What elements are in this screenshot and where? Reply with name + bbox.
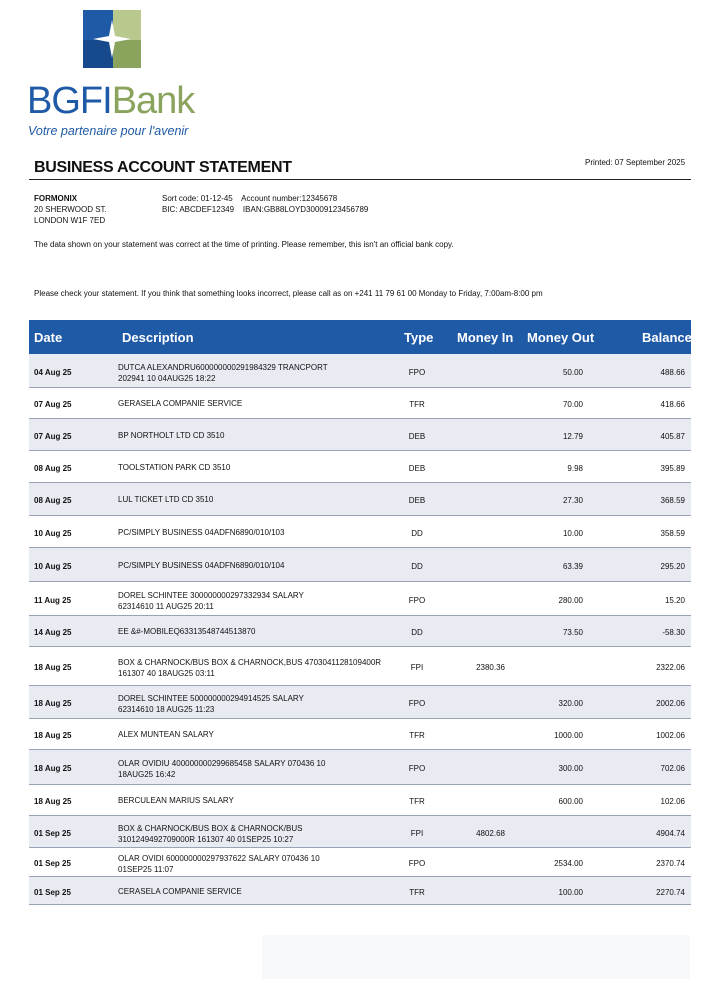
company-name: FORMONIX — [34, 194, 78, 203]
cell-balance: 358.59 — [660, 529, 685, 538]
cell-description — [118, 626, 255, 637]
cell-money-out: 280.00 — [558, 596, 583, 605]
table-row — [29, 548, 691, 582]
table-row — [29, 848, 691, 877]
cell-money-out: 73.50 — [562, 628, 583, 637]
cell-balance: 295.20 — [660, 562, 685, 571]
header-balance: Balance — [642, 330, 692, 345]
cell-money-out: 100.00 — [558, 888, 583, 897]
cell-balance: 368.59 — [660, 496, 685, 505]
table-row — [29, 616, 691, 647]
cell-money-out: 2534.00 — [554, 859, 583, 868]
cell-date: 04 Aug 25 — [34, 368, 72, 377]
table-row — [29, 516, 691, 548]
account-details — [162, 193, 368, 215]
description-line-2: 3101249492709000R 161307 40 01SEP25 10:27 — [118, 835, 294, 844]
table-row — [29, 582, 691, 616]
cell-type: FPI — [410, 829, 424, 838]
cell-money-out: 50.00 — [562, 368, 583, 377]
cell-type: FPO — [408, 368, 426, 377]
description-line-1: CERASELA COMPANIE SERVICE — [118, 887, 242, 896]
table-header — [29, 320, 691, 354]
table-row — [29, 483, 691, 516]
cell-description — [118, 527, 284, 538]
cell-money-out: 10.00 — [562, 529, 583, 538]
cell-type: TFR — [409, 731, 425, 740]
cell-date: 18 Aug 25 — [34, 764, 72, 773]
cell-date: 18 Aug 25 — [34, 699, 72, 708]
cell-description — [118, 795, 234, 806]
cell-date: 07 Aug 25 — [34, 432, 72, 441]
cell-money-out: 1000.00 — [554, 731, 583, 740]
cell-balance: 102.06 — [660, 797, 685, 806]
cell-money-out: 12.79 — [562, 432, 583, 441]
description-line-1: OLAR OVIDI 600000000297937622 SALARY 070436 10 — [118, 854, 320, 863]
cell-balance: 488.66 — [660, 368, 685, 377]
cell-description — [118, 693, 304, 715]
bank-logo-wordmark: BGFIBank — [27, 80, 195, 122]
cell-description — [118, 758, 325, 780]
address-line-1: 20 SHERWOOD ST. — [34, 205, 107, 214]
cell-date: 18 Aug 25 — [34, 797, 72, 806]
description-line-1: DOREL SCHINTEE 300000000297332934 SALARY — [118, 591, 304, 600]
cell-type: FPO — [408, 596, 426, 605]
cell-date: 14 Aug 25 — [34, 628, 72, 637]
description-line-1: PC/SIMPLY BUSINESS 04ADFN6890/010/103 — [118, 528, 285, 537]
cell-type: FPI — [410, 663, 424, 672]
cell-date: 10 Aug 25 — [34, 529, 72, 538]
cell-date: 08 Aug 25 — [34, 464, 72, 473]
data-notice: The data shown on your statement was correct at the time of printing. Please remember, this isn't an official bank copy. — [34, 240, 454, 249]
cell-date: 18 Aug 25 — [34, 663, 72, 672]
description-line-1: BERCULEAN MARIUS SALARY — [118, 796, 234, 805]
description-line-1: LUL TICKET LTD CD 3510 — [118, 495, 214, 504]
description-line-1: DOREL SCHINTEE 500000000294914525 SALARY — [118, 694, 304, 703]
table-row — [29, 686, 691, 719]
cell-money-out: 9.98 — [567, 464, 583, 473]
cell-description — [118, 823, 302, 845]
header-money-in: Money In — [457, 330, 514, 345]
cell-money-out: 600.00 — [558, 797, 583, 806]
cell-description — [118, 560, 284, 571]
cell-date: 07 Aug 25 — [34, 400, 72, 409]
description-line-1: DUTCA ALEXANDRU600000000291984329 TRANCPORT — [118, 363, 328, 372]
bank-logo-icon — [83, 10, 141, 68]
cell-type: DEB — [408, 496, 426, 505]
table-row — [29, 647, 691, 686]
table-row — [29, 750, 691, 785]
cell-balance: 2002.06 — [656, 699, 685, 708]
cell-balance: 395.89 — [660, 464, 685, 473]
table-body — [29, 354, 691, 905]
cell-date: 08 Aug 25 — [34, 496, 72, 505]
header-description: Description — [122, 330, 194, 345]
cell-description — [118, 886, 242, 897]
cell-balance: 15.20 — [664, 596, 685, 605]
cell-description — [118, 729, 214, 740]
cell-description — [118, 853, 320, 875]
page-title: BUSINESS ACCOUNT STATEMENT — [34, 159, 292, 176]
table-row — [29, 719, 691, 750]
cell-type: FPO — [408, 699, 426, 708]
cell-type: TFR — [409, 888, 425, 897]
cell-type: TFR — [409, 400, 425, 409]
cell-money-out: 300.00 — [558, 764, 583, 773]
header-date: Date — [34, 330, 63, 345]
cell-description — [118, 657, 381, 679]
cell-money-out: 63.39 — [562, 562, 583, 571]
cell-type: DEB — [408, 432, 426, 441]
header-type: Type — [404, 330, 434, 345]
cell-description — [118, 494, 213, 505]
check-notice: Please check your statement. If you think that something looks incorrect, please call as on +241 11 79 61 00 Monday to Friday, 7:00am-8:00 pm — [34, 289, 543, 298]
transactions-table — [29, 320, 691, 905]
cell-date: 11 Aug 25 — [34, 596, 72, 605]
description-line-2: 202941 10 04AUG25 18:22 — [118, 374, 216, 383]
description-line-1: TOOLSTATION PARK CD 3510 — [118, 463, 231, 472]
cell-date: 01 Sep 25 — [34, 859, 71, 868]
cell-description — [118, 430, 224, 441]
cell-date: 10 Aug 25 — [34, 562, 72, 571]
cell-type: DEB — [408, 464, 426, 473]
cell-date: 18 Aug 25 — [34, 731, 72, 740]
cell-balance: 2270.74 — [656, 888, 685, 897]
cell-balance: 2322.06 — [656, 663, 685, 672]
table-row — [29, 354, 691, 388]
cell-description — [118, 398, 242, 409]
cell-type: DD — [411, 562, 423, 571]
cell-type: TFR — [409, 797, 425, 806]
header-money-out: Money Out — [527, 330, 595, 345]
sort-code-account-number: Sort code: 01-12-45 Account number:12345678 — [162, 194, 338, 203]
table-row — [29, 388, 691, 419]
table-row — [29, 816, 691, 848]
cell-description — [118, 462, 230, 473]
description-line-2: 01SEP25 11:07 — [118, 865, 174, 874]
cell-money-out: 70.00 — [562, 400, 583, 409]
description-line-2: 18AUG25 16:42 — [118, 770, 176, 779]
cell-money-out: 27.30 — [562, 496, 583, 505]
table-row — [29, 877, 691, 905]
description-line-2: 161307 40 18AUG25 03:11 — [118, 669, 215, 678]
customer-address — [34, 193, 107, 226]
description-line-1: OLAR OVIDIU 400000000299685458 SALARY 070436 10 — [118, 759, 326, 768]
description-line-1: BOX & CHARNOCK/BUS BOX & CHARNOCK,BUS 4703041128109400R — [118, 658, 382, 667]
title-divider — [29, 179, 691, 180]
bank-tagline: Votre partenaire pour l'avenir — [28, 124, 189, 138]
cell-balance: 2370.74 — [656, 859, 685, 868]
printed-date: Printed: 07 September 2025 — [585, 158, 686, 167]
cell-balance: 702.06 — [660, 764, 685, 773]
cell-type: DD — [411, 529, 423, 538]
description-line-1: PC/SIMPLY BUSINESS 04ADFN6890/010/104 — [118, 561, 285, 570]
cell-money-out: 320.00 — [558, 699, 583, 708]
cell-type: DD — [411, 628, 423, 637]
description-line-1: EE &#-MOBILEQ63313548744513870 — [118, 627, 256, 636]
cell-type: FPO — [408, 764, 426, 773]
cell-money-in: 2380.36 — [476, 663, 505, 672]
cell-balance: -58.30 — [662, 628, 685, 637]
cell-date: 01 Sep 25 — [34, 888, 71, 897]
description-line-1: GERASELA COMPANIE SERVICE — [118, 399, 243, 408]
description-line-1: BP NORTHOLT LTD CD 3510 — [118, 431, 225, 440]
cell-balance: 4904.74 — [656, 829, 685, 838]
cell-money-in: 4802.68 — [476, 829, 505, 838]
cell-balance: 418.66 — [660, 400, 685, 409]
redacted-area — [262, 935, 690, 979]
description-line-1: BOX & CHARNOCK/BUS BOX & CHARNOCK/BUS — [118, 824, 303, 833]
address-line-2: LONDON W1F 7ED — [34, 216, 106, 225]
table-row — [29, 451, 691, 483]
cell-balance: 1002.06 — [656, 731, 685, 740]
bic-iban: BIC: ABCDEF12349 IBAN:GB88LOYD30009123456789 — [162, 205, 369, 214]
description-line-2: 62314610 18 AUG25 11:23 — [118, 705, 215, 714]
cell-description — [118, 362, 328, 384]
cell-type: FPO — [408, 859, 426, 868]
cell-balance: 405.87 — [660, 432, 685, 441]
cell-date: 01 Sep 25 — [34, 829, 71, 838]
description-line-2: 62314610 11 AUG25 20:11 — [118, 602, 214, 611]
cell-description — [118, 590, 304, 612]
table-row — [29, 785, 691, 816]
description-line-1: ALEX MUNTEAN SALARY — [118, 730, 214, 739]
table-row — [29, 419, 691, 451]
